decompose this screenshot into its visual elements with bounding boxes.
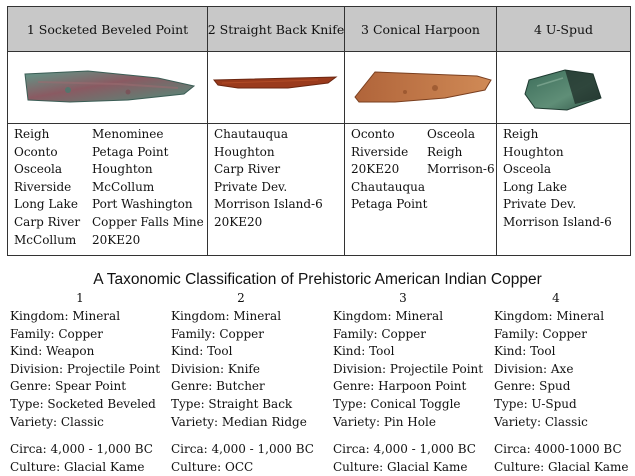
site-name: Petaga Point bbox=[351, 197, 428, 212]
site-name: Private Dev. bbox=[503, 197, 577, 212]
division-text: Division: Axe bbox=[494, 361, 574, 376]
site-name: Riverside bbox=[14, 179, 72, 194]
site-name: Houghton bbox=[503, 144, 564, 159]
classification-number: 1 bbox=[76, 291, 84, 305]
classification-number: 3 bbox=[399, 291, 407, 305]
artifact-column-3 bbox=[344, 7, 496, 255]
site-name: Menominee bbox=[92, 127, 164, 141]
artifact-table bbox=[7, 6, 631, 256]
circa-text: Circa: 4,000 - 1,000 BC bbox=[10, 442, 153, 457]
kingdom-text: Kingdom: Mineral bbox=[171, 309, 282, 323]
kingdom-text: Kingdom: Mineral bbox=[333, 309, 444, 323]
type-text: Type: Straight Back bbox=[171, 396, 293, 411]
kind-text: Kind: Tool bbox=[494, 344, 556, 359]
artifact-image-4 bbox=[497, 52, 630, 124]
site-name: Riverside bbox=[351, 144, 409, 159]
family-text: Family: Copper bbox=[10, 326, 103, 341]
site-name: Petaga Point bbox=[92, 144, 169, 159]
circa-text: Circa: 4000-1000 BC bbox=[494, 442, 622, 457]
site-name: Port Washington bbox=[92, 197, 193, 212]
classification-number: 2 bbox=[237, 291, 245, 305]
site-name: Long Lake bbox=[14, 197, 78, 212]
site-name: Chautauqua bbox=[351, 179, 426, 194]
straight-back-knife-icon bbox=[208, 52, 345, 123]
site-name: McCollum bbox=[92, 179, 155, 194]
kingdom-text: Kingdom: Mineral bbox=[10, 309, 121, 323]
site-name: Oconto bbox=[14, 144, 58, 159]
culture-text: Culture: Glacial Kame bbox=[333, 459, 468, 474]
culture-text: Culture: Glacial Kame bbox=[10, 459, 145, 474]
artifact-column-2 bbox=[207, 7, 344, 255]
site-name: Carp River bbox=[214, 162, 281, 177]
classification-number: 4 bbox=[552, 291, 560, 305]
type-text: Type: Socketed Beveled bbox=[10, 396, 156, 411]
socketed-beveled-point-icon bbox=[8, 52, 207, 123]
site-name: Morrison Island-6 bbox=[214, 197, 323, 212]
genre-text: Genre: Butcher bbox=[171, 379, 265, 394]
variety-text: Variety: Pin Hole bbox=[333, 414, 436, 429]
sites-list-1b bbox=[92, 126, 204, 249]
sites-list-3b bbox=[427, 126, 495, 179]
sites-list-1a bbox=[14, 126, 80, 249]
site-name: Private Dev. bbox=[214, 179, 288, 194]
culture-text: Culture: Glacial Kame bbox=[494, 459, 629, 474]
site-name: Copper Falls Mine bbox=[92, 214, 204, 229]
culture-text: Culture: OCC bbox=[171, 459, 254, 474]
site-name: Osceola bbox=[14, 162, 63, 177]
artifact-header-3: 3 Conical Harpoon bbox=[345, 7, 496, 52]
artifact-image-2 bbox=[208, 52, 344, 124]
site-name: McCollum bbox=[14, 232, 77, 247]
sites-list-2 bbox=[214, 126, 323, 232]
sites-list-3a bbox=[351, 126, 427, 214]
site-name: Chautauqua bbox=[214, 127, 289, 141]
site-name: Long Lake bbox=[503, 179, 567, 194]
variety-text: Variety: Median Ridge bbox=[171, 414, 307, 429]
classification-4 bbox=[494, 290, 629, 476]
classification-2 bbox=[171, 290, 314, 476]
site-name: Osceola bbox=[503, 162, 552, 177]
page-title: A Taxonomic Classification of Prehistoric American Indian Copper bbox=[93, 271, 542, 288]
family-text: Family: Copper bbox=[171, 326, 264, 341]
u-spud-icon bbox=[497, 52, 631, 123]
type-text: Type: Conical Toggle bbox=[333, 396, 461, 411]
genre-text: Genre: Spud bbox=[494, 379, 571, 394]
site-name: Reigh bbox=[14, 127, 50, 141]
site-name: 20KE20 bbox=[214, 214, 263, 229]
artifact-image-3 bbox=[345, 52, 496, 124]
genre-text: Genre: Harpoon Point bbox=[333, 379, 467, 394]
artifact-column-1 bbox=[8, 7, 207, 255]
classification-1 bbox=[10, 290, 161, 476]
artifact-header-2: 2 Straight Back Knife bbox=[208, 7, 344, 52]
artifact-header-1: 1 Socketed Beveled Point bbox=[8, 7, 207, 52]
conical-harpoon-icon bbox=[345, 52, 497, 123]
site-name: Houghton bbox=[214, 144, 275, 159]
kingdom-text: Kingdom: Mineral bbox=[494, 309, 605, 323]
kind-text: Kind: Tool bbox=[333, 344, 395, 359]
artifact-header-4: 4 U-Spud bbox=[497, 7, 630, 52]
site-name: Morrison-6 bbox=[427, 162, 495, 177]
artifact-column-4 bbox=[496, 7, 630, 255]
site-name: Reigh bbox=[503, 127, 539, 141]
site-name: 20KE20 bbox=[351, 162, 400, 177]
kind-text: Kind: Tool bbox=[171, 344, 233, 359]
site-name: Houghton bbox=[92, 162, 153, 177]
site-name: 20KE20 bbox=[92, 232, 141, 247]
division-text: Division: Projectile Point bbox=[333, 361, 484, 376]
site-name: Osceola bbox=[427, 127, 476, 141]
site-name: Reigh bbox=[427, 144, 463, 159]
division-text: Division: Projectile Point bbox=[10, 361, 161, 376]
site-name: Oconto bbox=[351, 127, 395, 141]
variety-text: Variety: Classic bbox=[494, 414, 588, 429]
family-text: Family: Copper bbox=[494, 326, 587, 341]
site-name: Morrison Island-6 bbox=[503, 214, 612, 229]
kind-text: Kind: Weapon bbox=[10, 344, 95, 359]
division-text: Division: Knife bbox=[171, 361, 260, 376]
genre-text: Genre: Spear Point bbox=[10, 379, 127, 394]
type-text: Type: U-Spud bbox=[494, 396, 577, 411]
artifact-image-1 bbox=[8, 52, 207, 124]
variety-text: Variety: Classic bbox=[10, 414, 104, 429]
sites-list-4 bbox=[503, 126, 612, 232]
circa-text: Circa: 4,000 - 1,000 BC bbox=[333, 442, 476, 457]
classification-3 bbox=[333, 290, 484, 476]
family-text: Family: Copper bbox=[333, 326, 426, 341]
site-name: Carp River bbox=[14, 214, 81, 229]
circa-text: Circa: 4,000 - 1,000 BC bbox=[171, 442, 314, 457]
